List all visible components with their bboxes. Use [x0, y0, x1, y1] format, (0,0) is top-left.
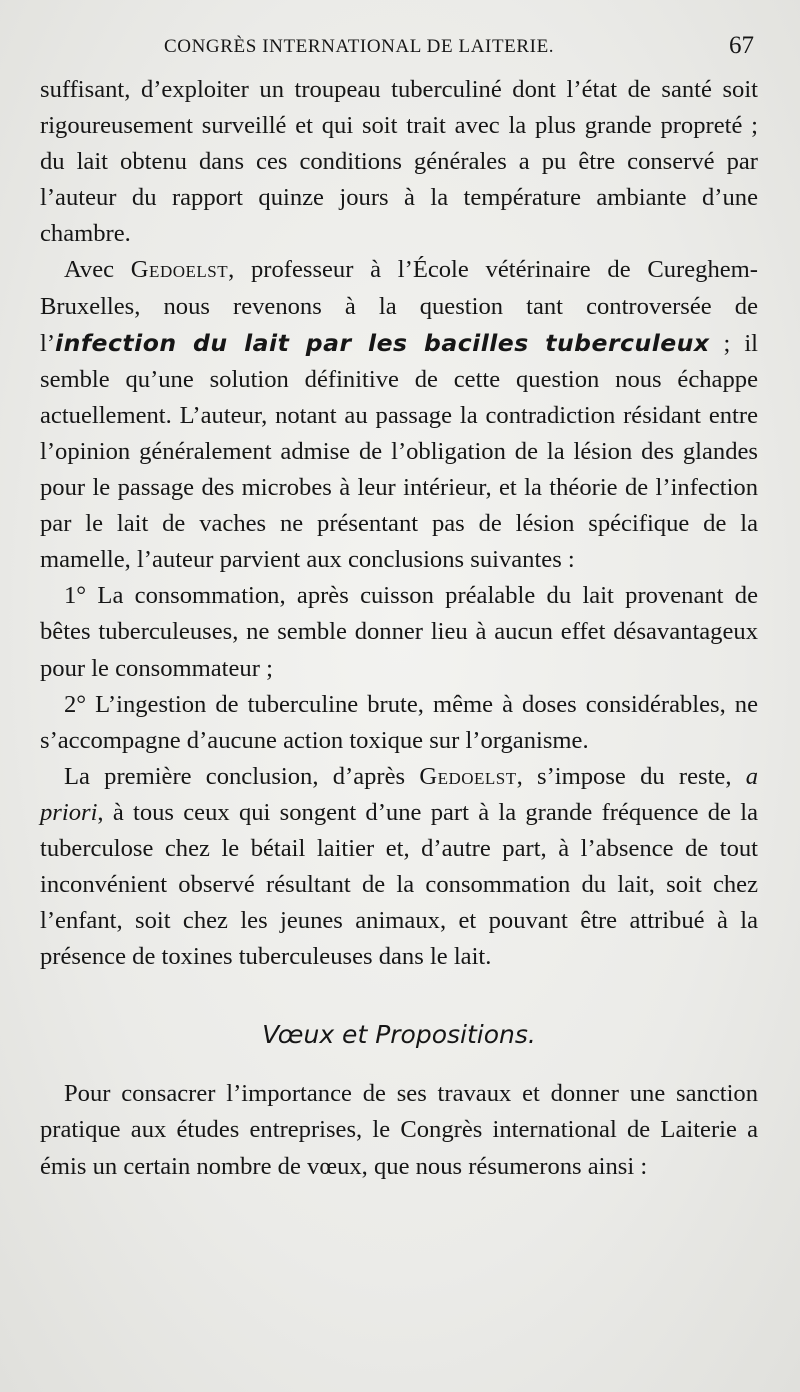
author-name: Gedoelst — [130, 256, 229, 284]
conclusion-2-text: 2° L’ingestion de tuberculine brute, même à doses considérables, ne s’accompagne d’aucune action toxique sur l’organisme. — [40, 690, 758, 754]
page-header — [40, 34, 760, 64]
paragraph-2-part-b: , professeur à l’École vétérinaire de Cureghem-Bruxelles, nous revenons à la question tant controversée de l’ — [40, 256, 758, 357]
body-text — [40, 72, 758, 1185]
paragraph-2-lead: Avec — [64, 256, 131, 284]
paragraph-2-part-c: ; il semble qu’une solution définitive de cette question nous échappe actuellement. L’auteur, notant au passage la contradiction résidant entre l’opinion généralement admise de l’obligation de la lésion des glandes pour le passage des microbes à leur intérieur, et la théorie de l’infection par le lait de vaches ne présentant pas de lésion spécifique de la mamelle, l’auteur parvient aux conclusions suivantes : — [40, 329, 758, 574]
page-number: 67 — [729, 32, 754, 59]
paragraph-6-text: Pour consacrer l’importance de ses travaux et donner une sanction pratique aux études entreprises, le Congrès international de Laiterie a émis un certain nombre de vœux, que nous résumerons ainsi : — [40, 1080, 758, 1180]
section-heading-text: Vœux et Propositions. — [262, 1020, 536, 1050]
conclusion-2 — [40, 687, 758, 759]
paragraph-6 — [40, 1076, 758, 1184]
emphasis-a-priori: a priori — [40, 762, 759, 826]
paragraph-1 — [40, 72, 758, 252]
section-heading — [40, 1018, 758, 1052]
paragraph-5-part-c: , à tous ceux qui songent d’une part à la grande fréquence de la tuberculose chez le bétail laitier et, d’autre part, à l’absence de tout inconvénient observé résultant de la consommation du lait, soit chez l’enfant, soit chez les jeunes animaux, et pouvant être attribué à la présence de toxines tuberculeuses dans le lait. — [40, 798, 758, 971]
conclusion-1 — [40, 578, 758, 686]
emphasis-infection: infection du lait par les bacilles tuberculeux — [55, 328, 710, 357]
conclusion-1-text: 1° La consommation, après cuisson préalable du lait provenant de bêtes tuberculeuses, ne semble donner lieu à aucun effet désavantageux pour le consommateur ; — [40, 582, 758, 682]
paragraph-5-lead: La première conclusion, d’après — [64, 762, 420, 790]
author-name-2: Gedoelst — [419, 762, 517, 790]
running-title: CONGRÈS INTERNATIONAL DE LAITERIE. — [164, 36, 555, 57]
paragraph-5 — [40, 759, 758, 976]
paragraph-2 — [40, 252, 758, 578]
paragraph-1-text: suffisant, d’exploiter un troupeau tuberculiné dont l’état de santé soit rigoureusement surveillé et qui soit trait avec la plus grande propreté ; du lait obtenu dans ces conditions générales a pu être conservé par l’auteur du rapport quinze jours à la température ambiante d’une chambre. — [40, 76, 758, 248]
paragraph-5-part-b: , s’impose du reste, — [516, 762, 746, 790]
